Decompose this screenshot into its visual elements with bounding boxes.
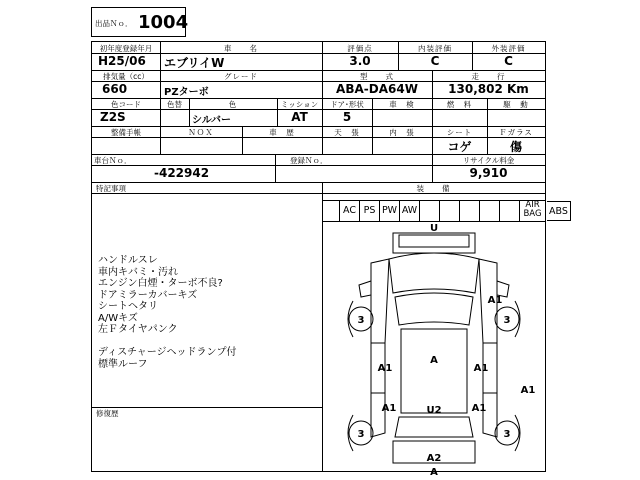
interior-top-label: 内 張 bbox=[389, 128, 415, 137]
repair-label: 修復歴 bbox=[96, 409, 119, 418]
left-mirror-outline bbox=[359, 281, 371, 297]
displacement-label: 排気量（cc） bbox=[103, 72, 149, 81]
maintenance-label: 整備手帳 bbox=[111, 128, 141, 137]
seat-label: シート bbox=[446, 128, 473, 137]
registration-label: 登録Ｎｏ． bbox=[290, 156, 328, 165]
front-bumper-outline bbox=[393, 233, 475, 253]
roof-outline bbox=[401, 329, 467, 413]
year-value: H25/06 bbox=[98, 54, 146, 68]
equipment-row bbox=[322, 200, 545, 222]
grade-label: グレード bbox=[224, 72, 258, 81]
glass-value: 傷 bbox=[509, 140, 522, 154]
inspection-sheet bbox=[91, 41, 568, 478]
color-code-label: 色コード bbox=[111, 100, 141, 109]
lot-number-label: 出品Ｎｏ． bbox=[95, 19, 133, 28]
windshield-outline bbox=[395, 293, 473, 325]
equipment-airbag: AIR BAG bbox=[519, 201, 545, 221]
fuel-label: 燃 料 bbox=[446, 100, 473, 109]
notes-label: 特記事項 bbox=[96, 184, 126, 193]
note-line bbox=[98, 336, 237, 348]
color-label: 色 bbox=[228, 100, 238, 109]
damage-mark: A1 bbox=[471, 403, 487, 414]
score-label: 評価点 bbox=[347, 44, 373, 53]
nox-label: ＮＯＸ bbox=[188, 128, 214, 137]
exterior-score-value: C bbox=[504, 54, 513, 68]
damage-mark: A1 bbox=[520, 385, 536, 396]
rule bbox=[92, 407, 322, 408]
exterior-score-label: 外装評価 bbox=[491, 44, 526, 53]
damage-mark: A1 bbox=[377, 363, 393, 374]
note-line: 左Ｆタイヤパンク bbox=[98, 324, 178, 335]
equipment-ac: AC bbox=[339, 201, 359, 221]
model-label: 型 式 bbox=[360, 72, 394, 81]
doors-value: 5 bbox=[342, 110, 352, 124]
note-line: A/Wキズ bbox=[98, 312, 138, 324]
mission-value: AT bbox=[291, 110, 308, 124]
grille-outline bbox=[399, 235, 469, 247]
mission-label: ミッション bbox=[280, 100, 319, 109]
color-code-value: Z2S bbox=[100, 110, 126, 124]
equipment-aw: AW bbox=[399, 201, 419, 221]
inspection-label: 車 検 bbox=[389, 100, 415, 109]
damage-mark: A bbox=[430, 355, 438, 366]
seat-value: コゲ bbox=[447, 140, 472, 154]
recycle-value: 9,910 bbox=[469, 166, 508, 180]
mileage-label: 走 行 bbox=[471, 72, 506, 81]
mileage-value: 130,802 Km bbox=[448, 82, 529, 96]
equipment-slot bbox=[459, 201, 479, 221]
damage-mark: A bbox=[430, 467, 438, 478]
chassis-label: 車台Ｎｏ． bbox=[94, 156, 132, 165]
glass-label: Ｆガラス bbox=[499, 128, 533, 137]
interior-score-label: 内装評価 bbox=[418, 44, 452, 53]
damage-mark-top: U bbox=[429, 223, 439, 234]
sunroof-label: 天 張 bbox=[334, 128, 360, 137]
lot-number: 1004 bbox=[138, 12, 189, 33]
equipment-ps: PS bbox=[359, 201, 379, 221]
damage-mark: A1 bbox=[473, 363, 489, 374]
tire-value: 3 bbox=[503, 429, 511, 440]
car-name-label: 車 名 bbox=[224, 44, 258, 53]
tire-value: 3 bbox=[357, 429, 365, 440]
equipment-slot bbox=[499, 201, 519, 221]
doors-label: ドア･形状 bbox=[330, 100, 364, 109]
lot-number-box bbox=[91, 7, 189, 37]
equipment-slot bbox=[479, 201, 499, 221]
car-name-value: エブリイW bbox=[164, 56, 225, 70]
equipment-label: 装 備 bbox=[416, 184, 451, 193]
displacement-value: 660 bbox=[102, 82, 128, 96]
damage-mark: A1 bbox=[381, 403, 397, 414]
note-line: ハンドルスレ bbox=[98, 255, 158, 266]
equipment-abs: ABS bbox=[547, 201, 571, 221]
hood-outline bbox=[389, 253, 479, 293]
chassis-value: -422942 bbox=[154, 166, 210, 180]
equipment-pw: PW bbox=[379, 201, 399, 221]
tire-value: 3 bbox=[357, 315, 365, 326]
color-change-label: 色替 bbox=[167, 100, 182, 109]
notes-list bbox=[98, 255, 237, 370]
model-value: ABA-DA64W bbox=[336, 82, 418, 96]
grade-value: PZターボ bbox=[164, 87, 209, 98]
drive-label: 駆 動 bbox=[503, 100, 529, 109]
color-value: シルバー bbox=[192, 115, 232, 126]
tire-value: 3 bbox=[503, 315, 511, 326]
year-label: 初年度登録年月 bbox=[99, 44, 153, 53]
damage-mark: A1 bbox=[487, 295, 503, 306]
note-line: ディスチャージヘッドランプ付 bbox=[98, 347, 237, 358]
interior-score-value: C bbox=[430, 54, 440, 68]
equipment-slot bbox=[439, 201, 459, 221]
damage-mark: U2 bbox=[426, 405, 442, 416]
recycle-label: リサイクル料金 bbox=[462, 156, 515, 165]
rear-window-outline bbox=[395, 417, 473, 437]
car-damage-diagram bbox=[323, 223, 545, 478]
divider bbox=[275, 154, 276, 182]
history-label: 車 歴 bbox=[269, 128, 295, 137]
note-line: ドアミラーカバーキズ bbox=[98, 289, 198, 301]
score-value: 3.0 bbox=[349, 54, 371, 68]
note-line: シートヘタリ bbox=[98, 301, 158, 312]
note-line: 車内キバミ・汚れ bbox=[98, 266, 178, 278]
note-line: 標準ルーフ bbox=[98, 358, 148, 370]
note-line: エンジン白煙・ターボ不良? bbox=[98, 278, 223, 289]
equipment-slot bbox=[419, 201, 439, 221]
damage-mark: A2 bbox=[426, 453, 442, 464]
